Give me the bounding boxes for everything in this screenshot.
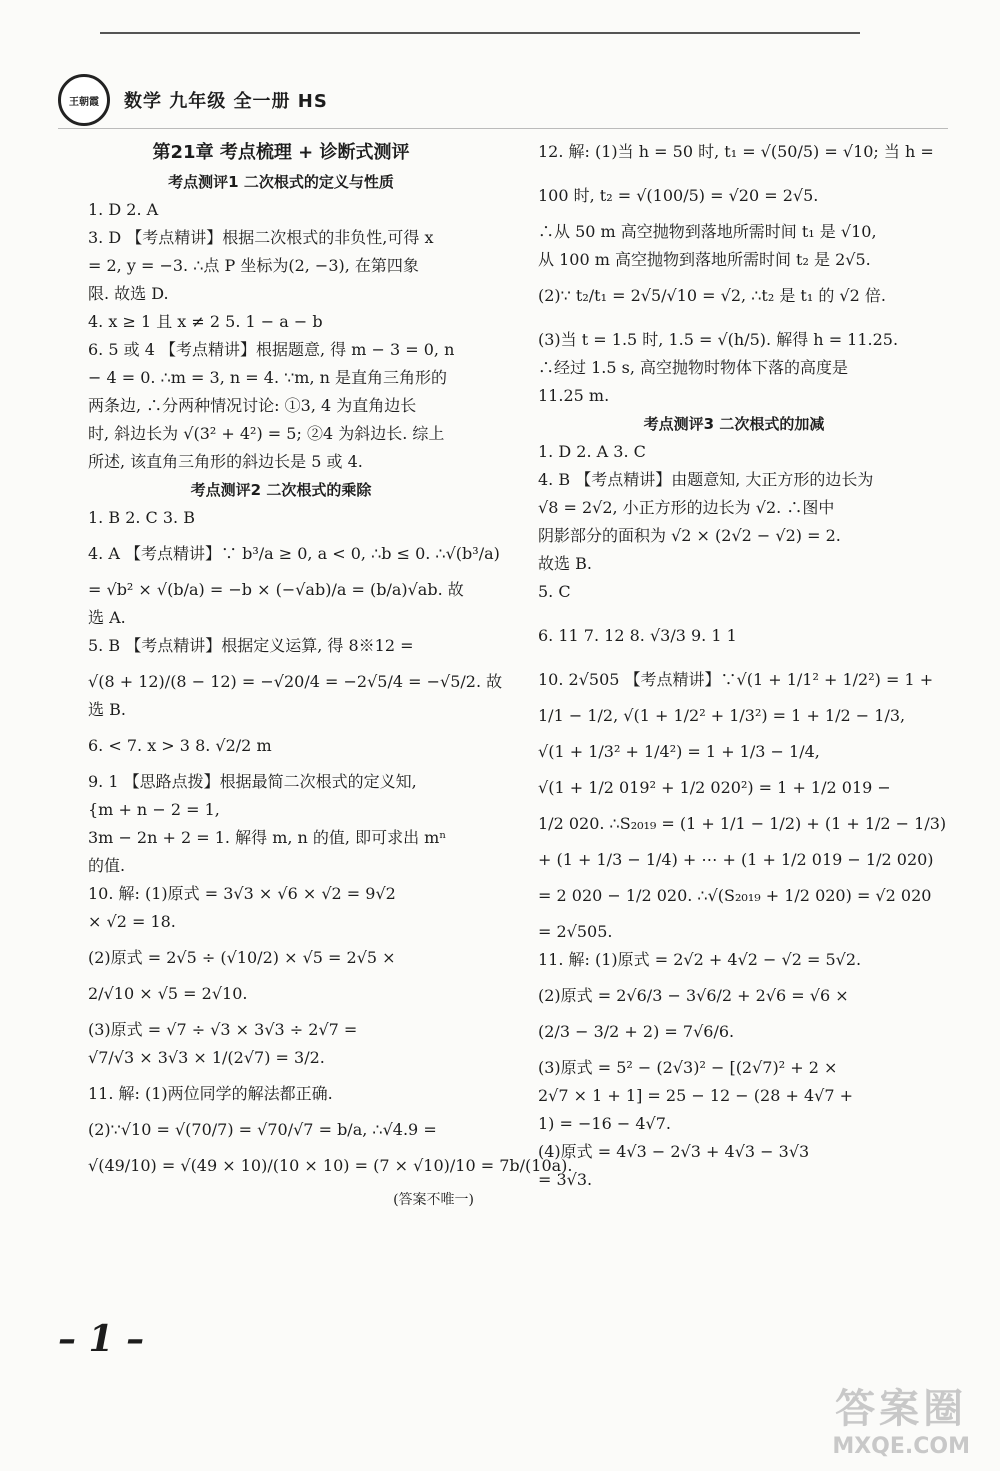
answer-line: 3m − 2n + 2 = 1. 解得 m, n 的值, 即可求出 mⁿ [88, 828, 447, 847]
spacer [538, 166, 930, 182]
answer-line: (2)∵√10 = √(70/7) = √70/√7 = b/a, ∴√4.9 = [88, 1120, 437, 1139]
answer-line: 时, 斜边长为 √(3² + 4²) = 5; ②4 为斜边长. 综上 [88, 424, 445, 443]
answer-line: 6. 5 或 4 【考点精讲】根据题意, 得 m − 3 = 0, n [88, 340, 455, 359]
answer-line: 1. B 2. C 3. B [88, 508, 195, 527]
answer-line: 从 100 m 高空抛物到落地所需时间 t₂ 是 2√5. [538, 250, 871, 269]
answer-line: = 2√505. [538, 922, 613, 941]
answer-line: 1/2 020. ∴S₂₀₁₉ = (1 + 1/1 − 1/2) + (1 + 1/2 − 1/3) [538, 814, 947, 833]
answer-line: 限. 故选 D. [88, 284, 169, 303]
answer-line: 6. < 7. x > 3 8. √2/2 m [88, 736, 272, 755]
answer-line: 100 时, t₂ = √(100/5) = √20 = 2√5. [538, 186, 819, 205]
answer-line: 故选 B. [538, 554, 592, 573]
answer-line: 9. 1 【思路点拨】根据最简二次根式的定义知, [88, 772, 417, 791]
spacer [538, 838, 930, 846]
answer-line: ∴经过 1.5 s, 高空抛物时物体下落的高度是 [538, 358, 849, 377]
answer-line: 选 A. [88, 608, 126, 627]
spacer [538, 650, 930, 666]
chapter-heading: 第21章 考点梳理 + 诊断式测评 [152, 142, 410, 163]
answer-line: 12. 解: (1)当 h = 50 时, t₁ = √(50/5) = √10; 当 h = [538, 142, 934, 161]
answer-line: (3)原式 = 5² − (2√3)² − [(2√7)² + 2 × [538, 1058, 838, 1077]
answer-line: √(1 + 1/2 019² + 1/2 020²) = 1 + 1/2 019 − [538, 778, 891, 797]
answer-line: 1) = −16 − 4√7. [538, 1114, 671, 1133]
answer-line: = √b² × √(b/a) = −b × (−√ab)/a = (b/a)√ab. 故 [88, 580, 464, 599]
spacer [538, 274, 930, 282]
top-rule [100, 32, 860, 34]
spacer [538, 802, 930, 810]
spacer [88, 1144, 474, 1152]
answer-line: 11.25 m. [538, 386, 610, 405]
answer-line: 10. 2√505 【考点精讲】∵√(1 + 1/1² + 1/2²) = 1 + [538, 670, 934, 689]
answer-line: 两条边, ∴分两种情况讨论: ①3, 4 为直角边长 [88, 396, 417, 415]
spacer [88, 724, 474, 732]
spacer [538, 210, 930, 218]
answer-line: 3. D 【考点精讲】根据二次根式的非负性,可得 x [88, 228, 434, 247]
section-heading: 考点测评2 二次根式的乘除 [190, 481, 372, 499]
answer-line: (2)原式 = 2√6/3 − 3√6/2 + 2√6 = √6 × [538, 986, 849, 1005]
answer-line: = 2 020 − 1/2 020. ∴√(S₂₀₁₉ + 1/2 020) = √2 020 [538, 886, 932, 905]
answer-line: 4. B 【考点精讲】由题意知, 大正方形的边长为 [538, 470, 874, 489]
answer-line: √(49/10) = √(49 × 10)/(10 × 10) = (7 × √10)/10 = 7b/(10a). [88, 1156, 573, 1175]
answer-line: 4. x ≥ 1 且 x ≠ 2 5. 1 − a − b [88, 312, 323, 331]
answer-line: ∴从 50 m 高空抛物到落地所需时间 t₁ 是 √10, [538, 222, 877, 241]
answer-line: (2/3 − 3/2 + 2) = 7√6/6. [538, 1022, 735, 1041]
spacer [538, 694, 930, 702]
spacer [88, 660, 474, 668]
spacer [538, 874, 930, 882]
spacer [538, 1010, 930, 1018]
answer-line: 的值. [88, 856, 126, 875]
spacer [88, 760, 474, 768]
spacer [88, 1072, 474, 1080]
spacer [538, 310, 930, 326]
answer-line: = 2, y = −3. ∴点 P 坐标为(2, −3), 在第四象 [88, 256, 419, 275]
answer-line: 11. 解: (1)原式 = 2√2 + 4√2 − √2 = 5√2. [538, 950, 862, 969]
spacer [538, 910, 930, 918]
spacer [88, 972, 474, 980]
right-column [538, 138, 947, 1194]
answer-line: 选 B. [88, 700, 126, 719]
answer-line: 1. D 2. A 3. C [538, 442, 646, 461]
answer-line: 6. 11 7. 12 8. √3/3 9. 1 1 [538, 626, 737, 645]
answer-line: + (1 + 1/3 − 1/4) + ⋯ + (1 + 1/2 019 − 1/2 020) [538, 850, 934, 869]
answer-line: √8 = 2√2, 小正方形的边长为 √2. ∴图中 [538, 498, 835, 517]
spacer [88, 532, 474, 540]
spacer [538, 1046, 930, 1054]
answer-line: √(1 + 1/3² + 1/4²) = 1 + 1/3 − 1/4, [538, 742, 820, 761]
answer-line: = 3√3. [538, 1170, 593, 1189]
answer-line: 5. C [538, 582, 571, 601]
answer-line: (2)∵ t₂/t₁ = 2√5/√10 = √2, ∴t₂ 是 t₁ 的 √2 倍. [538, 286, 886, 305]
watermark: 答案圈 MXQE.COM [832, 1386, 970, 1459]
spacer [538, 766, 930, 774]
answer-line: 1. D 2. A [88, 200, 159, 219]
page-header [58, 74, 328, 126]
answer-line: √7/√3 × 3√3 × 1/(2√7) = 3/2. [88, 1048, 325, 1067]
answer-line: 阴影部分的面积为 √2 × (2√2 − √2) = 2. [538, 526, 841, 545]
answer-line: 所述, 该直角三角形的斜边长是 5 或 4. [88, 452, 363, 471]
spacer [538, 730, 930, 738]
answer-line: 11. 解: (1)两位同学的解法都正确. [88, 1084, 333, 1103]
answer-line: (2)原式 = 2√5 ÷ (√10/2) × √5 = 2√5 × [88, 948, 396, 967]
answer-line: 5. B 【考点精讲】根据定义运算, 得 8※12 = [88, 636, 414, 655]
answer-line: √(8 + 12)/(8 − 12) = −√20/4 = −2√5/4 = −√5/2. 故 [88, 672, 503, 691]
spacer [88, 936, 474, 944]
section-heading: 考点测评1 二次根式的定义与性质 [168, 173, 394, 191]
answer-line: (4)原式 = 4√3 − 2√3 + 4√3 − 3√3 [538, 1142, 810, 1161]
header-rule [58, 128, 948, 129]
answer-line: − 4 = 0. ∴m = 3, n = 4. ∵m, n 是直角三角形的 [88, 368, 448, 387]
page-number: – 1 – [58, 1318, 145, 1360]
answer-line: 2/√10 × √5 = 2√10. [88, 984, 248, 1003]
section-heading: 考点测评3 二次根式的加减 [643, 415, 825, 433]
answer-line: (3)当 t = 1.5 时, 1.5 = √(h/5). 解得 h = 11.25. [538, 330, 899, 349]
answer-line: {m + n − 2 = 1, [88, 800, 220, 819]
answer-line: 4. A 【考点精讲】∵ b³/a ≥ 0, a < 0, ∴b ≤ 0. ∴√(b³/a) [88, 544, 500, 563]
answer-line: 2√7 × 1 + 1] = 25 − 12 − (28 + 4√7 + [538, 1086, 853, 1105]
book-title: 数学 九年级 全一册 HS [124, 91, 328, 112]
answer-line: 10. 解: (1)原式 = 3√3 × √6 × √2 = 9√2 [88, 884, 396, 903]
spacer [88, 568, 474, 576]
brand-logo: 王朝霞 [58, 74, 110, 126]
note-heading: (答案不唯一) [393, 1192, 474, 1208]
answer-line: (3)原式 = √7 ÷ √3 × 3√3 ÷ 2√7 = [88, 1020, 358, 1039]
answer-line: × √2 = 18. [88, 912, 176, 931]
spacer [88, 1008, 474, 1016]
spacer [538, 606, 930, 622]
answer-line: 1/1 − 1/2, √(1 + 1/2² + 1/3²) = 1 + 1/2 − 1/3, [538, 706, 906, 725]
spacer [538, 974, 930, 982]
spacer [88, 1108, 474, 1116]
